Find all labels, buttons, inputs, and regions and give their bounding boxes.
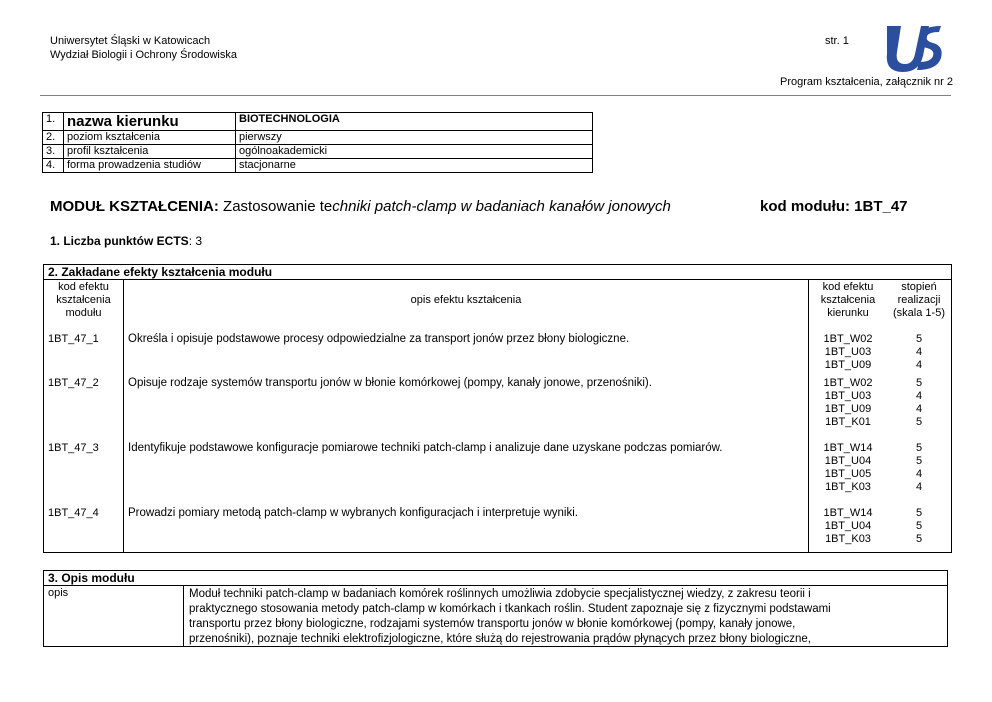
level-value: 4 [915,346,923,358]
direction-code: 1BT_U09 [824,359,872,371]
ects-line [50,234,202,248]
description-line: przenośniki), poznaje techniki elektrofizjologiczne, które służą do rejestrowania prądów płynących przez błony biologiczne, [189,633,811,645]
level-value: 5 [915,377,923,389]
level-value: 4 [915,403,923,415]
direction-code: 1BT_W14 [823,442,873,454]
header-line: realizacji [897,294,941,306]
university-name: Uniwersytet Śląski w Katowicach [50,35,211,47]
info-row [43,131,593,145]
outcome-direction-codes [809,507,887,546]
header-line: kod efektu [822,281,874,293]
program-label: Program kształcenia, załącznik nr 2 [780,76,954,88]
level-value: 4 [915,481,923,493]
level-value: 4 [915,359,923,371]
direction-code: 1BT_K01 [825,416,871,428]
info-num: 2. [43,131,64,145]
outcome-description: Opisuje rodzaje systemów transportu jonów w błonie komórkowej (pompy, kanały jonowe, przenośniki). [128,377,652,389]
outcome-code: 1BT_47_3 [48,442,99,454]
outcome-levels [887,507,951,546]
col-header-module-code [44,281,123,320]
level-value: 5 [915,455,923,467]
info-num: 3. [43,145,64,159]
direction-code: 1BT_U03 [824,346,872,358]
level-value: 5 [915,507,923,519]
info-label: forma prowadzenia studiów [64,159,236,173]
direction-code: 1BT_K03 [825,481,871,493]
description-text [189,587,944,647]
direction-code: 1BT_W14 [823,507,873,519]
module-prefix: MODUŁ KSZTAŁCENIA: [50,198,219,215]
info-row [43,145,593,159]
description-title-divider [43,585,948,586]
description-line: transportu przez błony biologiczne, rodzajami systemów transportu jonów w błonie komórkowej (pompy, kanały jonowe, [189,618,796,630]
ects-label: 1. Liczba punktów ECTS [50,234,189,248]
faculty-name: Wydział Biologii i Ochrony Środowiska [50,49,237,61]
info-value: ogólnoakademicki [236,145,593,159]
outcome-direction-codes [809,442,887,494]
direction-code: 1BT_W02 [823,377,873,389]
description-column-divider [183,585,184,647]
header-line: stopień [901,281,937,293]
direction-code: 1BT_U04 [824,455,872,467]
description-line: Moduł techniki patch-clamp w badaniach komórek roślinnych umożliwia zdobycie specjalistycznej wiedzy, z zakresu teorii i [189,588,811,600]
info-value: pierwszy [236,131,593,145]
description-line: praktycznego stosowania metody patch-clamp w komórkach i tkankach roślin. Student zapoznaje się z fizycznymi podstawami [189,603,831,615]
university-logo [883,24,943,74]
info-label: profil kształcenia [64,145,236,159]
outcome-levels [887,333,951,372]
info-value: BIOTECHNOLOGIA [236,113,593,131]
direction-code: 1BT_K03 [825,533,871,545]
info-row [43,159,593,173]
module-title [50,198,671,216]
description-title: 3. Opis modułu [48,571,135,585]
info-value: stacjonarne [236,159,593,173]
header-line: (skala 1-5) [893,307,945,319]
outcome-description: Identyfikuje podstawowe konfiguracje pomiarowe techniki patch-clamp i analizuje dane uzyskane podczas pomiarów. [128,442,723,454]
header-line: modułu [65,307,102,319]
level-value: 5 [915,442,923,454]
level-value: 4 [915,468,923,480]
ects-value: : 3 [188,234,203,248]
outcome-description: Prowadzi pomiary metodą patch-clamp w wybranych konfiguracjach i interpretuje wyniki. [128,507,578,519]
level-value: 4 [915,390,923,402]
header-divider [40,95,951,96]
info-label: poziom kształcenia [64,131,236,145]
outcome-levels [887,377,951,429]
outcome-direction-codes [809,377,887,429]
info-num: 1. [43,113,64,131]
level-value: 5 [915,520,923,532]
outcome-code: 1BT_47_1 [48,333,99,345]
program-info-table [42,112,593,173]
header-line: kształcenia [820,294,876,306]
page-number: str. 1 [825,35,849,47]
info-num: 4. [43,159,64,173]
outcomes-title-divider [43,279,952,280]
outcome-levels [887,442,951,494]
level-value: 5 [915,416,923,428]
outcome-code: 1BT_47_4 [48,507,99,519]
col-header-description: opis efektu kształcenia [410,294,522,306]
level-value: 5 [915,533,923,545]
direction-code: 1BT_U09 [824,403,872,415]
header-line: kształcenia [56,294,111,306]
outcome-description: Określa i opisuje podstawowe procesy odpowiedzialne za transport jonów przez błony biologiczne. [128,333,630,345]
info-row [43,113,593,131]
direction-code: 1BT_U04 [824,520,872,532]
university-logo-graphic [883,24,943,74]
description-label: opis [48,587,69,599]
column-divider [123,279,124,553]
info-label: nazwa kierunku [64,113,236,131]
module-title-plain: Zastosowanie te [223,198,333,215]
direction-code: 1BT_W02 [823,333,873,345]
header-line: kierunku [827,307,869,319]
direction-code: 1BT_U05 [824,468,872,480]
direction-code: 1BT_U03 [824,390,872,402]
outcome-direction-codes [809,333,887,372]
level-value: 5 [915,333,923,345]
col-header-direction-code [809,281,887,320]
module-title-italic: chniki patch-clamp w badaniach kanałów jonowych [332,198,671,215]
header-line: kod efektu [58,281,109,293]
col-header-level [887,281,951,320]
outcomes-title: 2. Zakładane efekty kształcenia modułu [48,265,273,279]
outcome-code: 1BT_47_2 [48,377,99,389]
module-code: kod modułu: 1BT_47 [760,198,908,215]
